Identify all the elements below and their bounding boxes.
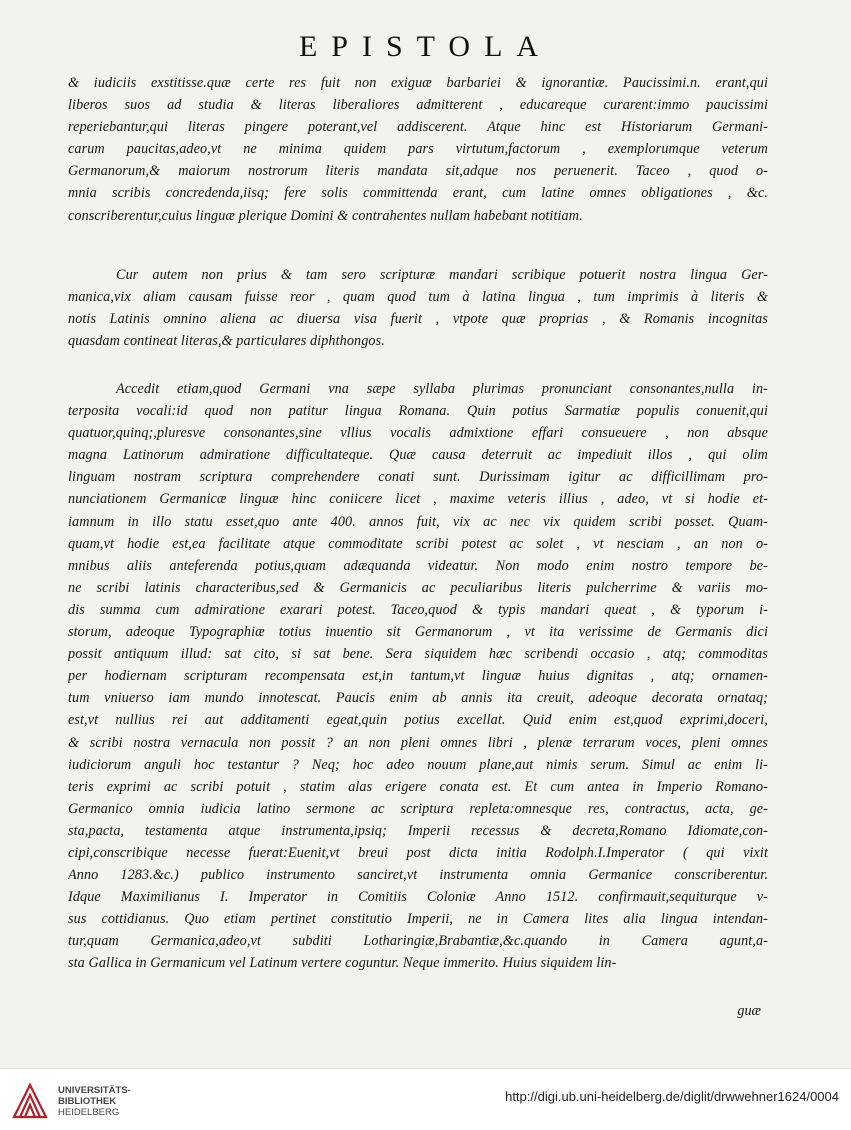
text-line: cipi,conscribique necesse fuerat:Euenit,vt breui post dicta initia Rodolph.I.Imperator ( qui vixit <box>68 844 768 861</box>
text-line: carum paucitas,adeo,vt ne minima quidem pars virtutum,factorum , exemplorumque veterum <box>68 141 768 158</box>
text-line: Cur autem non prius & tam sero scripturæ mandari scribique potuerit nostra lingua Ger- <box>116 267 768 283</box>
logo-line-3: HEIDELBERG <box>58 1106 120 1118</box>
text-line: Germanico omnia iudicia latino sermone ac scriptura repleta:omnesque res, contractus, acta, ge- <box>68 800 768 817</box>
university-library-logo-icon <box>10 1081 50 1121</box>
text-line: possit antiquum illud: sat cito, si sat bene. Sera siquidem hæc scribendi occasio , atq; commoditas <box>68 646 768 663</box>
text-line: & scribi nostra vernacula non possit ? an non pleni omnes libri , plenæ terrarum voces, pleni omnes <box>68 734 768 751</box>
text-line: Anno 1283.&c.) publico instrumento sanciret,vt instrumenta omnia Germanice conscriberentur. <box>68 867 768 884</box>
text-line: mnia scribis concredenda,iisq; fere solis committenda erant, cum latine omnes obligationes , &c. <box>68 185 768 202</box>
text-line: reperiebantur,qui literas pingere poterant,vel addiscerent. Atque hinc est Historiarum Germani- <box>68 119 768 136</box>
text-line: manica,vix aliam causam fuisse reor , quam quod tum à latina lingua , tum imprimis à literis & <box>68 289 768 306</box>
text-line: per hodiernam scripturam recompensata est,in tantum,vt linguæ huius dignitas , atq; ornamen- <box>68 668 768 685</box>
permalink-url[interactable]: http://digi.ub.uni-heidelberg.de/diglit/drwwehner1624/0004 <box>505 1089 839 1104</box>
text-line: Idque Maximilianus I. Imperator in Comitiis Coloniæ Anno 1512. confirmauit,sequiturque v- <box>68 889 768 906</box>
text-line: Germanorum,& maiorum nostrorum literis mandata sit,adque nos peruenerit. Taceo , quod o- <box>68 163 768 180</box>
text-line: notis Latinis omnino aliena ac diuersa visa fuerit , vtpote quæ proprias , & Romanis incognitas <box>68 311 768 328</box>
text-line: iudiciorum anguli hoc testantur ? Neq; hoc adeo nouum plane,aut nimis serum. Simul ac enim li- <box>68 756 768 773</box>
text-line: Accedit etiam,quod Germani vna sæpe syllaba plurimas pronunciant consonantes,nulla in- <box>116 381 768 397</box>
library-logo[interactable] <box>10 1081 131 1121</box>
text-line: & iudiciis exstitisse.quæ certe res fuit non exiguæ barbariei & ignorantiæ. Paucissimi.n. erant,qui <box>68 75 768 91</box>
library-logo-text <box>58 1085 131 1118</box>
text-line: storum, adeoque Typographiæ totius inuentio sit Germanorum , vt ita verissime de Germanis dici <box>68 624 768 641</box>
text-line: sta Gallica in Germanicum vel Latinum vertere coguntur. Neque immerito. Huius siquidem lin- <box>68 955 617 972</box>
text-line: liberos suos ad studia & literas liberaliores admitterent , educareque curarent:immo paucissimi <box>68 97 768 114</box>
text-line: sus cottidianus. Quo etiam pertinet constitutio Imperii, ne in Camera lites alia lingua intendan- <box>68 911 768 928</box>
paragraph-1 <box>68 72 768 227</box>
text-line: tum vniuerso iam mundo innotescat. Paucis enim ab annis ita creuit, adeoque decorata ornataq; <box>68 690 768 707</box>
text-line: ne scribi latinis characteribus,sed & Germanicis ac peculiaribus literis pulcherrime & variis mo- <box>68 579 768 596</box>
text-line: nunciationem Germanicæ linguæ hinc coniicere licet , maxime veteris illius , adeo, vt si hodie et- <box>68 491 768 508</box>
text-line: linguam nostram scriptura comprehendere conati sunt. Durissimam igitur ac difficillimam pro- <box>68 469 768 486</box>
text-line: quasdam contineat literas,& particulares diphthongos. <box>68 333 385 350</box>
catchword: guæ <box>737 1003 761 1019</box>
text-line: iamnum in illo statu esset,quo ante 400. annos fuit, vix ac nec vix quidem scribi posset. Quam- <box>68 513 768 530</box>
logo-line-2: BIBLIOTHEK <box>58 1095 117 1107</box>
paragraph-2 <box>68 264 768 352</box>
text-line: conscriberentur,cuius linguæ plerique Domini & contrahentes nullam habebant notitiam. <box>68 207 583 224</box>
text-line: est,vt nullius rei aut additamenti egeat,quin potius excellat. Quid enim est,quod exprimi,doceri, <box>68 712 768 729</box>
paragraph-3 <box>68 378 768 975</box>
page-header-title: EPISTOLA <box>298 30 553 63</box>
text-line: tur,quam Germanica,adeo,vt subditi Lotharingiæ,Brabantiæ,&c.quando in Camera agunt,a- <box>68 933 768 950</box>
text-line: dis summa cum admiratione exarari potest. Taceo,quod & typis mandari queat , & typorum i- <box>68 601 768 618</box>
text-line: teris exprimi ac scribi potuit , statim alas erigere conata est. Et cum antea in Imperio Romano- <box>68 778 768 795</box>
text-line: mnibus aliis anteferenda potius,quam adæquanda videatur. Non modo enim nostro tempore be- <box>68 557 768 574</box>
text-line: sta,pacta, testamenta atque instrumenta,ipsiq; Imperii recessus & decreta,Romano Idiomate,con- <box>68 822 768 839</box>
logo-line-1: UNIVERSITÄTS- <box>58 1084 131 1096</box>
text-line: quatuor,quinq;,pluresve consonantes,sine vllius vocalis admixtione effari consueuere , non absque <box>68 425 768 442</box>
text-line: quam,vt hodie est,ea facilitate atque commoditate scribi potest ac solet , vt nesciam , an non o- <box>68 535 768 552</box>
text-line: magna Latinorum admiratione difficultateque. Quæ causa deterruit ac impediuit illos , qui olim <box>68 447 768 464</box>
viewer-footer <box>0 1068 851 1130</box>
text-line: terposita vocali:id quod non patitur lingua Romana. Quin potius Sarmatiæ populis conuenit,qui <box>68 403 768 420</box>
